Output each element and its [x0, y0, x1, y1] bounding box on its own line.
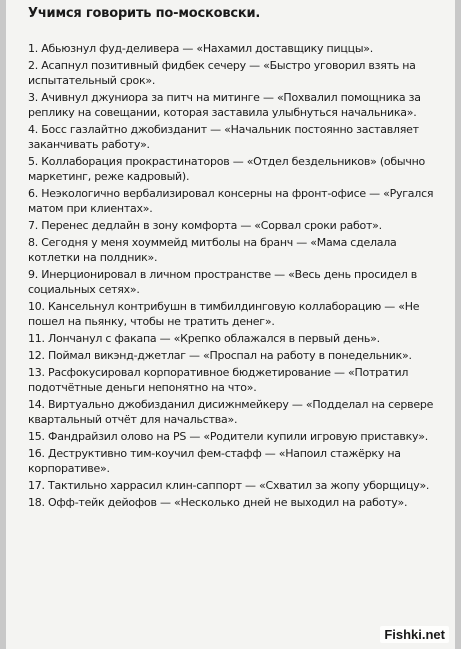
list-item: 4. Босс газлайтно джобизданит — «Начальник постоянно заставляет заканчивать работу».	[28, 123, 419, 151]
article-content	[28, 6, 438, 512]
list-item: 18. Офф-тейк дейофов — «Несколько дней не выходил на работу».	[28, 496, 408, 509]
list-item: 14. Виртуально джобизданил дисижнмейкеру — «Подделал на сервере квартальный отчёт для начальства».	[28, 398, 434, 426]
list-item: 15. Фандрайзил олово на PS — «Родители купили игровую приставку».	[28, 430, 429, 443]
watermark-logo: Fishki.net	[380, 626, 449, 643]
list-item: 12. Поймал викэнд-джетлаг — «Проспал на работу в понедельник».	[28, 349, 412, 362]
list-item: 5. Коллаборация прокрастинаторов — «Отдел бездельников» (обычно маркетинг, реже кадровый).	[28, 155, 426, 183]
list-item: 6. Неэкологично вербализировал консерны на фронт-офисе — «Ругался матом при клиентах».	[28, 187, 434, 215]
list-item: 11. Лончанул с факапа — «Крепко облажался в первый день».	[28, 332, 380, 345]
phrase-list	[28, 41, 438, 510]
list-item: 8. Сегодня у меня хоуммейд митболы на бранч — «Мама сделала котлетки на полдник».	[28, 236, 397, 264]
list-item: 17. Тактильно харрасил клин-саппорт — «Схватил за жопу уборщицу».	[28, 479, 430, 492]
article-title: Учимся говорить по-московски.	[28, 6, 261, 21]
list-item: 16. Деструктивно тим-коучил фем-стафф — «Напоил стажёрку на корпоративе».	[28, 447, 401, 475]
list-item: 3. Ачивнул джуниора за питч на митинге — «Похвалил помощника за реплику на совещании, которая заставила улыбнуться начальника».	[28, 91, 421, 119]
list-item: 13. Расфокусировал корпоративное бюджетирование — «Потратил подотчётные деньги непонятно на что».	[28, 366, 409, 394]
list-item: 7. Перенес дедлайн в зону комфорта — «Сорвал сроки работ».	[28, 219, 382, 232]
list-item: 9. Инерционировал в личном пространстве — «Весь день просидел в социальных сетях».	[28, 268, 418, 296]
list-item: 2. Асапнул позитивный фидбек сечеру — «Быстро уговорил взять на испытательный срок».	[28, 59, 416, 87]
list-item: 10. Кансельнул контрибушн в тимбилдинговую коллаборацию — «Не пошел на пьянку, чтобы не тратить денег».	[28, 300, 420, 328]
list-item: 1. Абьюзнул фуд-деливера — «Нахамил доставщику пиццы».	[28, 42, 373, 55]
